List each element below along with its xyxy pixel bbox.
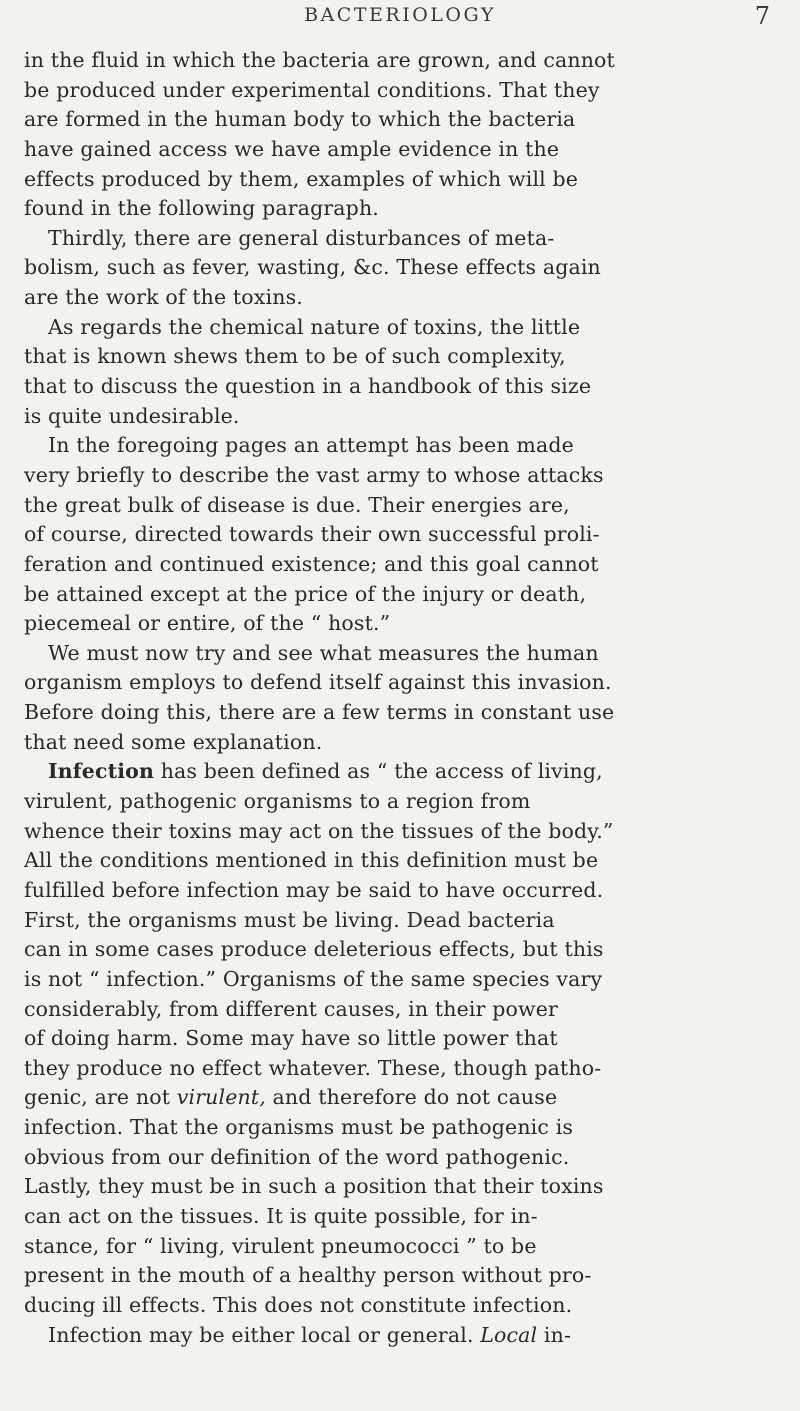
text-line — [24, 757, 782, 787]
line-text: that to discuss the question in a handbook of this size — [24, 374, 592, 399]
text-line — [24, 313, 782, 343]
line-text: piecemeal or entire, of the “ host.” — [24, 611, 391, 636]
text-line — [24, 1113, 782, 1143]
line-text: of course, directed towards their own successful proli- — [24, 522, 600, 547]
text-line — [24, 1054, 782, 1084]
line-text: We must now try and see what measures the human — [48, 640, 599, 665]
text-line — [24, 165, 782, 195]
line-text: feration and continued existence; and this goal cannot — [24, 551, 599, 576]
text-line — [24, 1321, 782, 1351]
text-line — [24, 965, 782, 995]
text-line — [24, 194, 782, 224]
line-text: can in some cases produce deleterious effects, but this — [24, 937, 604, 962]
text-line — [24, 283, 782, 313]
line-text: of doing harm. Some may have so little power that — [24, 1026, 558, 1051]
line-text: they produce no effect whatever. These, though patho- — [24, 1055, 602, 1080]
text-line — [24, 580, 782, 610]
line-text: that is known shews them to be of such complexity, — [24, 344, 566, 369]
text-line — [24, 668, 782, 698]
line-text: in the fluid in which the bacteria are grown, and cannot — [24, 48, 615, 72]
text-line — [24, 728, 782, 758]
line-text: found in the following paragraph. — [24, 196, 379, 221]
text-line — [24, 461, 782, 491]
text-line — [24, 995, 782, 1025]
line-text: can act on the tissues. It is quite possible, for in- — [24, 1203, 538, 1228]
line-text: is not “ infection.” Organisms of the same species vary — [24, 966, 603, 991]
text-line — [24, 224, 782, 254]
line-text: be produced under experimental conditions. That they — [24, 77, 600, 102]
defined-term: Infection — [48, 759, 155, 784]
text-line — [24, 639, 782, 669]
line-text: As regards the chemical nature of toxins, the little — [48, 314, 581, 339]
text-line — [24, 105, 782, 135]
line-text: effects produced by them, examples of which will be — [24, 166, 579, 191]
text-line — [24, 1232, 782, 1262]
line-text: Infection may be either local or general. — [48, 1322, 481, 1347]
text-line — [24, 135, 782, 165]
line-text: Thirdly, there are general disturbances of meta- — [48, 225, 555, 250]
line-text: organism employs to defend itself against this invasion. — [24, 670, 612, 695]
text-line — [24, 402, 782, 432]
text-line — [24, 342, 782, 372]
text-line — [24, 817, 782, 847]
text-line — [24, 787, 782, 817]
line-text: stance, for “ living, virulent pneumococci ” to be — [24, 1233, 537, 1258]
line-text: considerably, from different causes, in their power — [24, 996, 558, 1021]
text-line — [24, 550, 782, 580]
line-text: be attained except at the price of the injury or death, — [24, 581, 587, 606]
line-text: bolism, such as fever, wasting, &c. These effects again — [24, 255, 601, 280]
text-line — [24, 431, 782, 461]
text-line — [24, 1202, 782, 1232]
line-text: First, the organisms must be living. Dead bacteria — [24, 907, 555, 932]
text-line — [24, 520, 782, 550]
text-line — [24, 846, 782, 876]
text-line — [24, 1024, 782, 1054]
text-line — [24, 698, 782, 728]
line-text: are formed in the human body to which the bacteria — [24, 107, 576, 132]
line-text: has been defined as “ the access of living, — [154, 759, 603, 784]
line-text: are the work of the toxins. — [24, 285, 303, 310]
text-line — [24, 935, 782, 965]
text-line — [24, 76, 782, 106]
line-text: in- — [537, 1322, 572, 1347]
text-line — [24, 609, 782, 639]
line-text: that need some explanation. — [24, 729, 323, 754]
text-line — [24, 372, 782, 402]
line-text: virulent, pathogenic organisms to a region from — [24, 789, 531, 814]
line-text: fulfilled before infection may be said to have occurred. — [24, 877, 604, 902]
running-header — [0, 4, 800, 40]
page-number: 7 — [754, 2, 770, 30]
line-text: the great bulk of disease is due. Their energies are, — [24, 492, 570, 517]
emphasis-text: Local — [480, 1322, 538, 1347]
body-text — [24, 46, 782, 1350]
line-text: In the foregoing pages an attempt has been made — [48, 433, 574, 458]
text-line — [24, 906, 782, 936]
line-text: infection. That the organisms must be pathogenic is — [24, 1115, 574, 1140]
line-text: very briefly to describe the vast army to whose attacks — [24, 462, 604, 487]
text-line — [24, 1083, 782, 1113]
line-text: obvious from our definition of the word pathogenic. — [24, 1144, 570, 1169]
text-line — [24, 876, 782, 906]
line-text: is quite undesirable. — [24, 403, 240, 428]
line-text: and therefore do not cause — [265, 1085, 558, 1110]
line-text: genic, are not — [24, 1085, 177, 1110]
line-text: All the conditions mentioned in this definition must be — [24, 848, 599, 873]
line-text: have gained access we have ample evidence in the — [24, 136, 560, 161]
line-text: present in the mouth of a healthy person without pro- — [24, 1263, 592, 1288]
text-line — [24, 1261, 782, 1291]
emphasis-text: virulent, — [176, 1085, 266, 1110]
line-text: ducing ill effects. This does not constitute infection. — [24, 1292, 573, 1317]
text-line — [24, 46, 782, 76]
line-text: Lastly, they must be in such a position that their toxins — [24, 1174, 604, 1199]
text-line — [24, 1291, 782, 1321]
text-line — [24, 1172, 782, 1202]
text-line — [24, 491, 782, 521]
line-text: Before doing this, there are a few terms in constant use — [24, 700, 615, 725]
line-text: whence their toxins may act on the tissues of the body.” — [24, 818, 614, 843]
text-line — [24, 253, 782, 283]
running-title: BACTERIOLOGY — [304, 4, 496, 26]
text-line — [24, 1143, 782, 1173]
